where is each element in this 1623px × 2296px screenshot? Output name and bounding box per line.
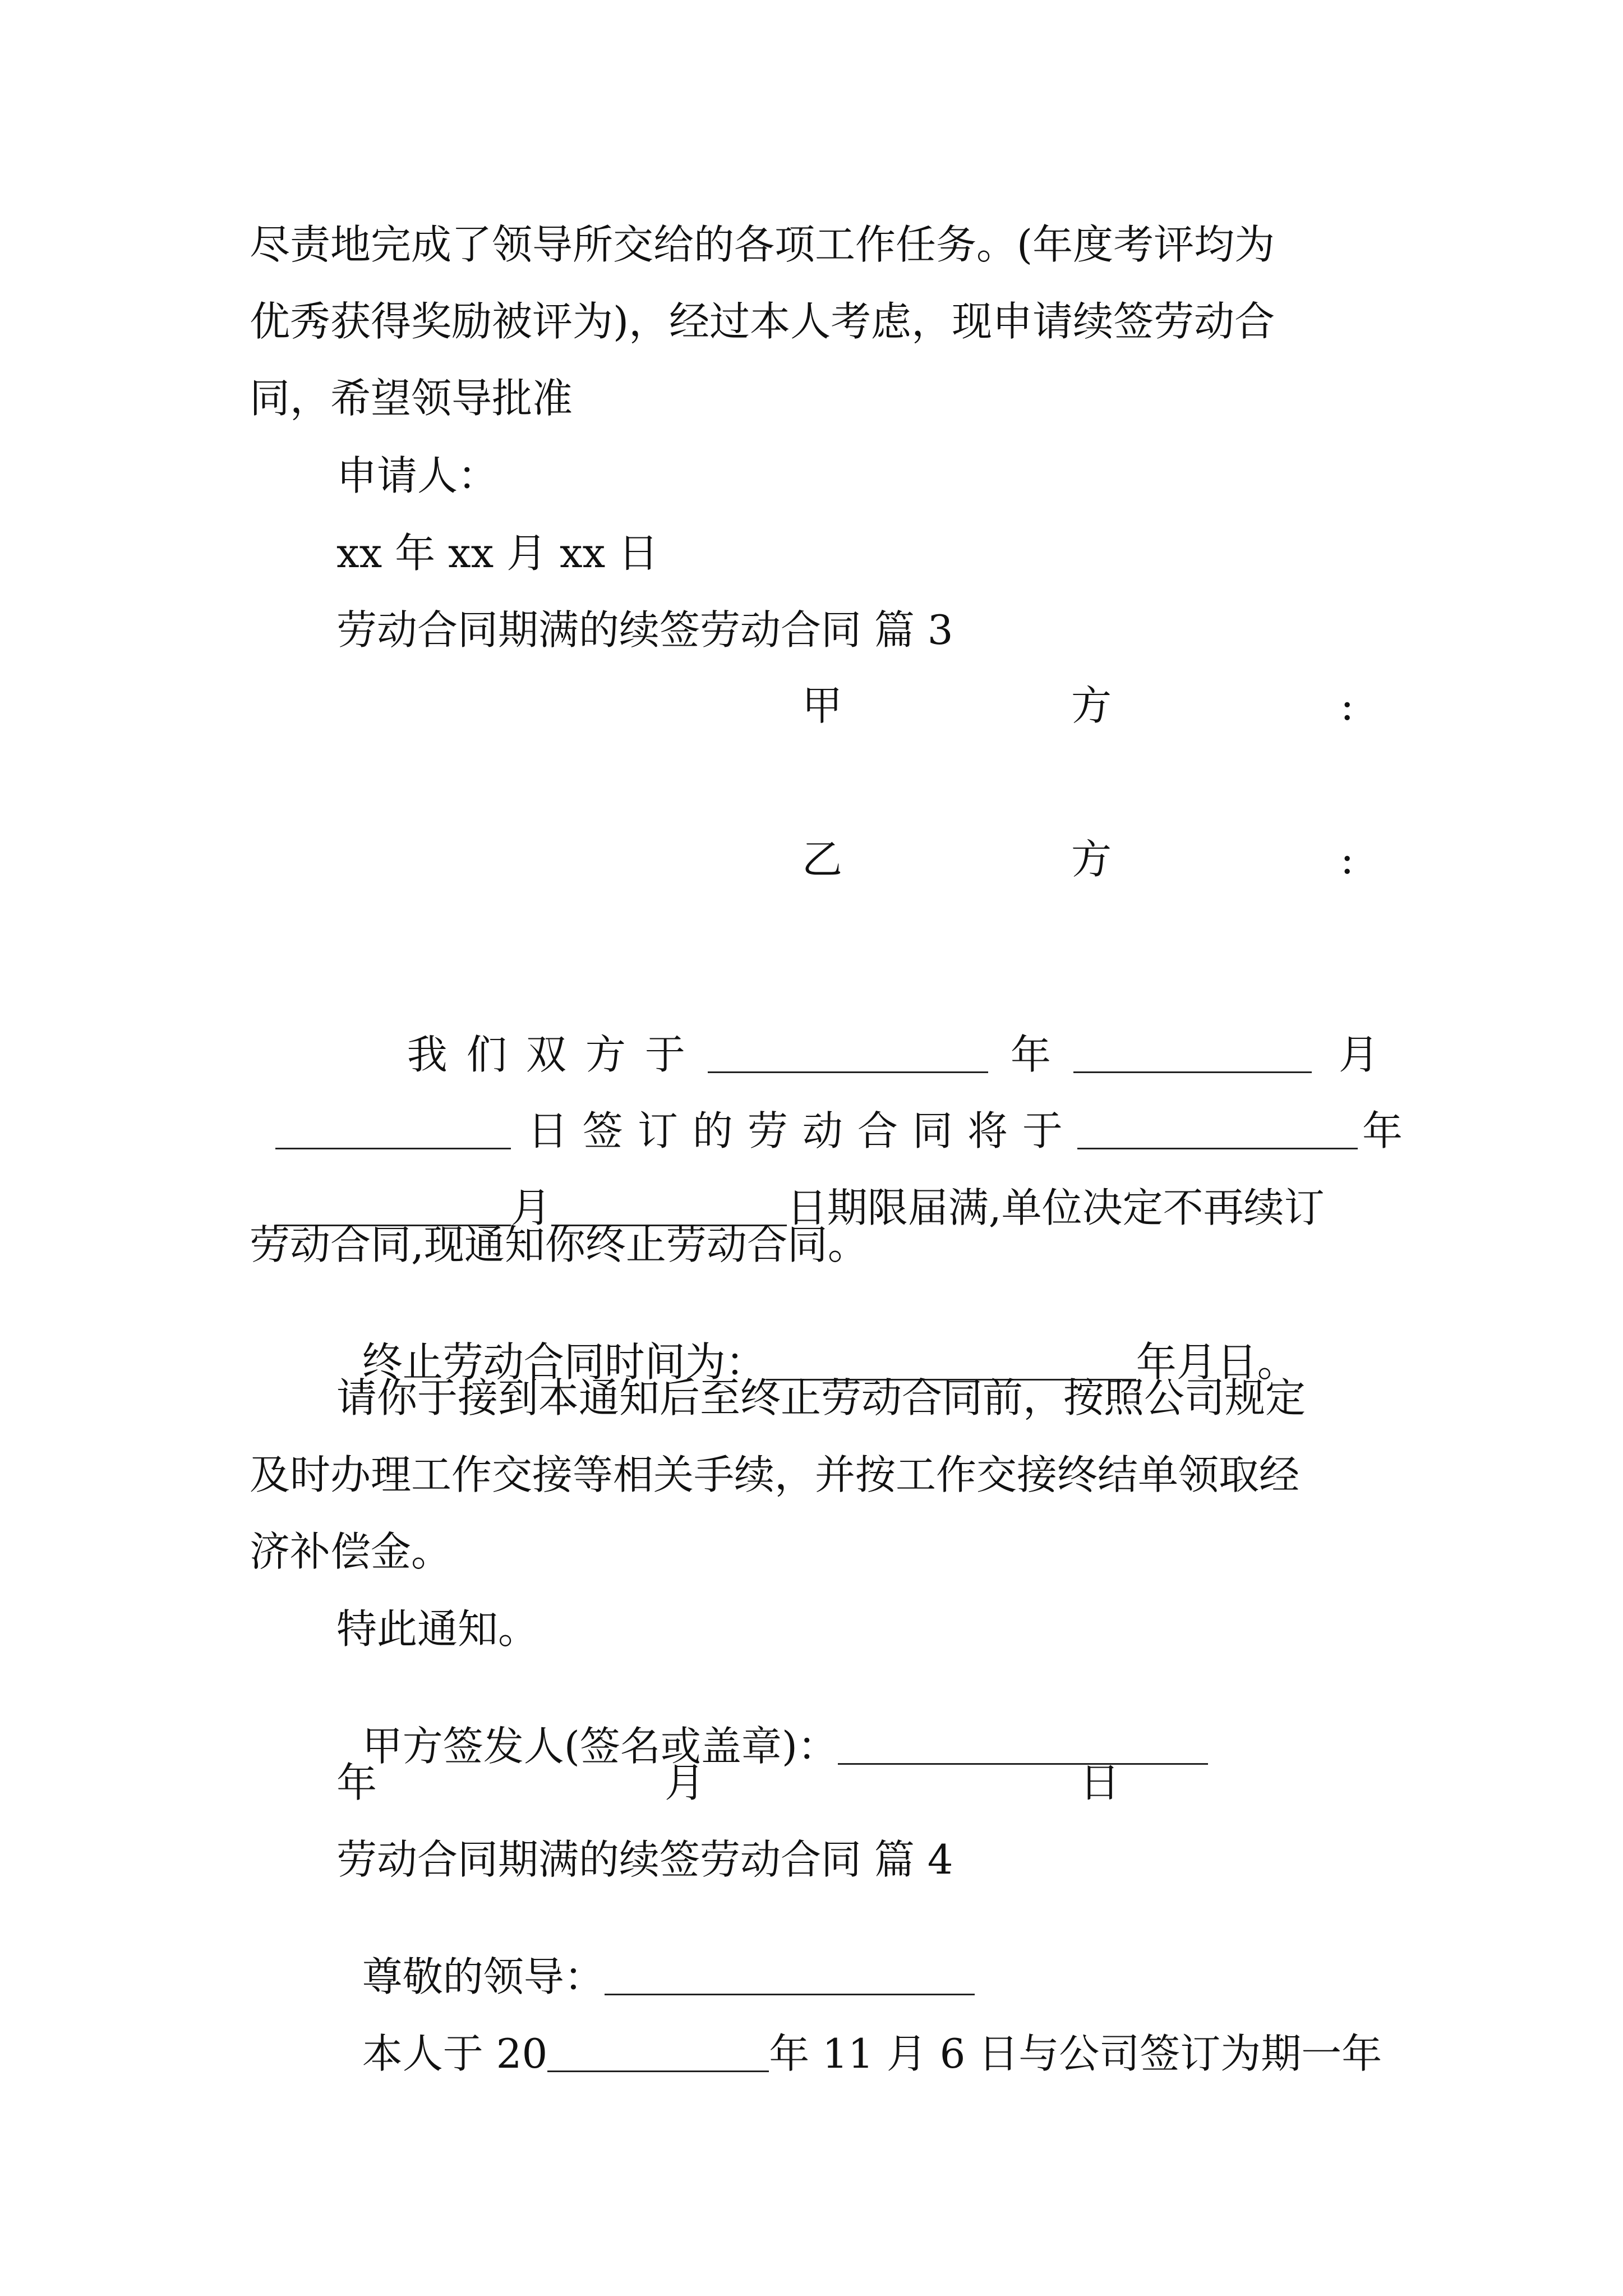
- paragraph-line: 尽责地完成了领导所交给的各项工作任务。(年度考评均为: [250, 221, 1275, 268]
- notice-word: 合: [857, 1107, 898, 1154]
- section-heading: 劳动合同期满的续签劳动合同 篇 4: [336, 1836, 953, 1883]
- termination-time-tail: 年月日。: [1136, 1338, 1298, 1386]
- paragraph-line: 济补偿金。: [250, 1528, 452, 1575]
- month-label: 月: [510, 1184, 551, 1231]
- date-line: xx 年 xx 月 xx 日: [336, 530, 659, 577]
- year-label: 年: [1010, 1031, 1051, 1078]
- notice-word: 们: [466, 1031, 507, 1078]
- paragraph-line: 及时办理工作交接等相关手续，并按工作交接终结单领取经: [250, 1451, 1300, 1498]
- paragraph-line: 同，希望领导批准: [250, 375, 573, 422]
- year-blank-2[interactable]: [1077, 1111, 1358, 1149]
- notice-word: 动: [802, 1107, 843, 1154]
- sign-month: 月: [665, 1759, 706, 1806]
- termination-time-line: [336, 1301, 1298, 1386]
- notice-line-3: [250, 1147, 1325, 1231]
- last-line-pre: 本人于 20: [362, 2030, 548, 2077]
- notice-word: 于: [1022, 1107, 1063, 1154]
- notice-word: 日: [527, 1107, 568, 1154]
- notice-word: 我: [407, 1031, 448, 1078]
- applicant-label: 申请人：: [336, 452, 499, 499]
- issuer-label: 甲方签发人(签名或盖章)：: [362, 1723, 838, 1770]
- paragraph-line: 请你于接到本通知后至终止劳动合同前，按照公司规定: [336, 1374, 1306, 1421]
- notice-word: 于: [644, 1031, 685, 1078]
- year-blank-3[interactable]: [547, 2033, 769, 2072]
- salutation-label: 尊敬的领导：: [362, 1953, 605, 2000]
- section-heading: 劳动合同期满的续签劳动合同 篇 3: [336, 606, 953, 654]
- sign-year: 年: [336, 1759, 377, 1806]
- notice-line-1: [381, 994, 1379, 1078]
- issuer-line: [336, 1686, 1208, 1770]
- year-label: 年: [1362, 1107, 1403, 1154]
- termination-time-label: 终止劳动合同时间为：: [362, 1338, 766, 1386]
- last-line-post: 年 11 月 6 日与公司签订为期一年: [769, 2030, 1382, 2077]
- notice-word: 双: [525, 1031, 566, 1078]
- salutation-blank[interactable]: [605, 1957, 975, 1995]
- day-blank[interactable]: [275, 1111, 511, 1149]
- party-b-char2: 方: [1071, 836, 1112, 883]
- notice-word: 签: [582, 1107, 623, 1154]
- special-notice: 特此通知。: [336, 1605, 539, 1653]
- notice-word: 将: [967, 1107, 1008, 1154]
- sign-day: 日: [1080, 1759, 1121, 1806]
- notice-line-2: [250, 1070, 1403, 1154]
- notice-word: 订: [637, 1107, 678, 1154]
- notice-word: 的: [692, 1107, 733, 1154]
- party-b-colon: :: [1340, 836, 1354, 883]
- notice-line-3-tail: 日期限届满,单位决定不再续订: [786, 1184, 1325, 1231]
- month-label: 月: [1338, 1031, 1379, 1078]
- notice-word: 同: [912, 1107, 953, 1154]
- signature-blank[interactable]: [838, 1726, 1208, 1765]
- party-a-colon: :: [1340, 682, 1354, 729]
- month-blank[interactable]: [1073, 1034, 1312, 1073]
- party-a-char1: 甲: [802, 682, 843, 729]
- notice-word: 方: [585, 1031, 626, 1078]
- party-a-char2: 方: [1071, 682, 1112, 729]
- salutation-line: [336, 1916, 975, 2000]
- day-blank-2[interactable]: [551, 1188, 787, 1226]
- party-b-char1: 乙: [802, 836, 843, 883]
- year-blank[interactable]: [708, 1034, 988, 1073]
- paragraph-line: 优秀获得奖励被评为)，经过本人考虑，现申请续签劳动合: [250, 298, 1275, 345]
- last-line: [336, 1993, 1382, 2077]
- month-blank-2[interactable]: [275, 1188, 511, 1226]
- notice-line-4: 劳动合同,现通知你终止劳动合同。: [250, 1221, 868, 1268]
- notice-word: 劳: [747, 1107, 788, 1154]
